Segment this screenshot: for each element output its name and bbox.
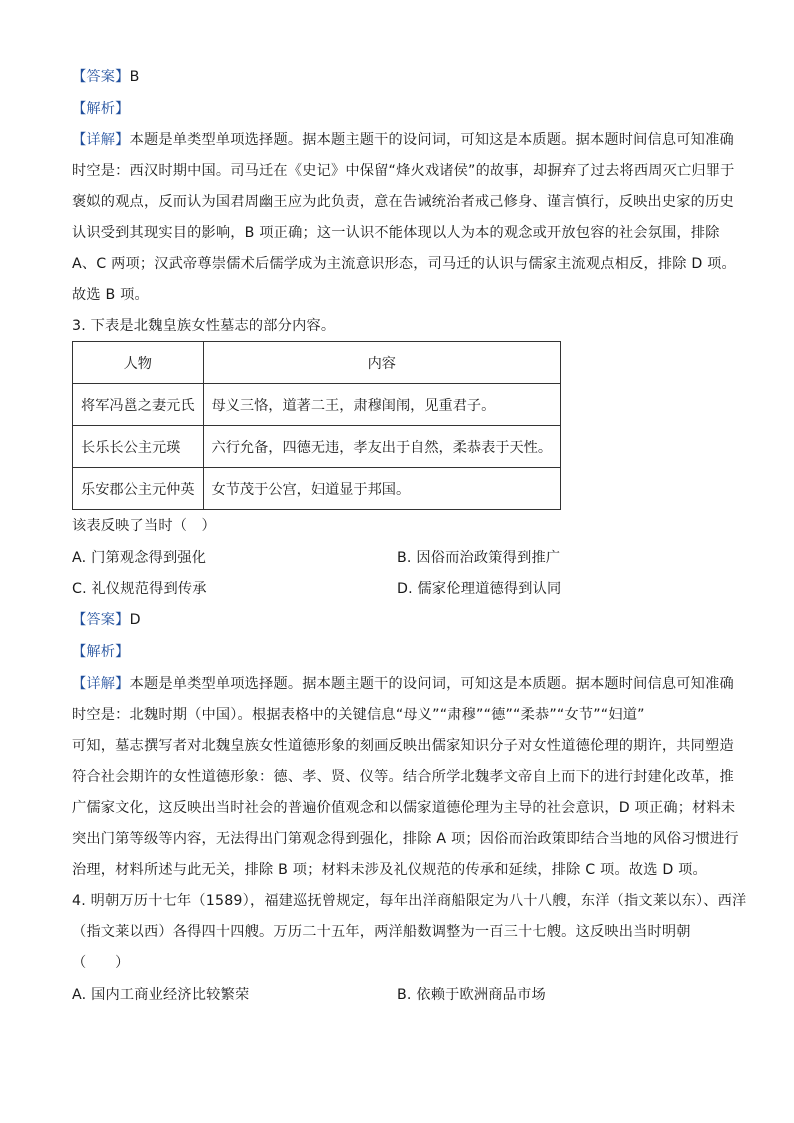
table-cell-person: 乐安郡公主元仲英	[73, 468, 204, 510]
q3-detail-line-5: 广儒家文化，这反映出当时社会的普遍价值观念和以儒家道德伦理为主导的社会意识，D 项正确；材料未	[72, 800, 736, 816]
q3-option-c: C. 礼仪规范得到传承	[72, 581, 207, 597]
q3-answer	[72, 610, 732, 630]
q4-stem-line-2: （指文莱以西）各得四十四艘。万历二十五年，两洋船数调整为一百三十七艘。这反映出当时明朝	[72, 924, 691, 940]
detail-text: 本题是单类型单项选择题。据本题主题干的设问词，可知这是本质题。据本题时间信息可知准确	[129, 676, 734, 692]
answer-value: B	[129, 69, 140, 85]
detail-label: 【详解】	[72, 676, 130, 692]
q2-detail-line-3: 褒姒的观点，反而认为国君周幽王应为此负责，意在告诫统治者戒己修身、谨言慎行，反映出史家的历史	[72, 194, 734, 210]
q2-detail-line-5: A、C 两项；汉武帝尊崇儒术后儒学成为主流意识形态，司马迁的认识与儒家主流观点相反，排除 D 项。	[72, 256, 736, 272]
analysis-label: 【解析】	[72, 644, 130, 660]
q2-detail-line-6: 故选 B 项。	[72, 287, 149, 303]
q4-option-a: A. 国内工商业经济比较繁荣	[72, 987, 250, 1003]
table-cell-content: 母义三恪，道著二王，肃穆闺闱，见重君子。	[203, 384, 561, 426]
answer-label: 【答案】	[72, 612, 130, 628]
q3-detail-line-3: 可知，墓志撰写者对北魏皇族女性道德形象的刻画反映出儒家知识分子对女性道德伦理的期许，共同塑造	[72, 738, 734, 754]
q3-detail-line-7: 治理，材料所述与此无关，排除 B 项；材料未涉及礼仪规范的传承和延续，排除 C 项。故选 D 项。	[72, 862, 707, 878]
answer-label: 【答案】	[72, 69, 130, 85]
q4-option-b: B. 依赖于欧洲商品市场	[397, 987, 546, 1003]
q2-analysis-label	[72, 99, 732, 119]
q2-detail-line-2: 时空是：西汉时期中国。司马迁在《史记》中保留“烽火戏诸侯”的故事，却摒弃了过去将西周灭亡归罪于	[72, 163, 735, 179]
table-row	[73, 426, 561, 468]
table-header-row	[73, 342, 561, 384]
table-cell-content: 六行允备，四德无违，孝友出于自然，柔恭表于天性。	[203, 426, 561, 468]
q3-detail-line-6: 突出门第等级等内容，无法得出门第观念得到强化，排除 A 项；因俗而治政策即结合当地的风俗习惯进行	[72, 831, 739, 847]
table-header-content: 内容	[203, 342, 561, 384]
q3-detail-line-2: 时空是：北魏时期（中国）。根据表格中的关键信息“母义”“肃穆”“德”“柔恭”“女节”“妇道”	[72, 707, 645, 723]
q2-detail-line-4: 认识受到其现实目的影响，B 项正确；这一认识不能体现以人为本的观念或开放包容的社会氛围，排除	[72, 225, 720, 241]
table-header-person: 人物	[73, 342, 204, 384]
q3-option-d: D. 儒家伦理道德得到认同	[397, 581, 562, 597]
q3-option-a: A. 门第观念得到强化	[72, 550, 207, 566]
q3-analysis-label	[72, 642, 732, 662]
q3-table	[72, 341, 561, 510]
table-row	[73, 384, 561, 426]
table-row	[73, 468, 561, 510]
detail-label: 【详解】	[72, 132, 130, 148]
answer-value: D	[129, 612, 141, 628]
q3-question: 该表反映了当时（ ）	[72, 518, 216, 534]
q4-stem-line-1: 4. 明朝万历十七年（1589），福建巡抚曾规定，每年出洋商船限定为八十八艘，东洋（指文莱以东）、西洋	[72, 893, 747, 909]
q3-stem: 3. 下表是北魏皇族女性墓志的部分内容。	[72, 318, 336, 334]
table-cell-person: 长乐长公主元瑛	[73, 426, 204, 468]
analysis-label: 【解析】	[72, 101, 130, 117]
q4-stem-line-3: （ ）	[72, 955, 130, 971]
q3-detail-line-4: 符合社会期许的女性道德形象：德、孝、贤、仪等。结合所学北魏孝文帝自上而下的进行封建化改革，推	[72, 769, 734, 785]
table-cell-person: 将军冯邕之妻元氏	[73, 384, 204, 426]
detail-text: 本题是单类型单项选择题。据本题主题干的设问词，可知这是本质题。据本题时间信息可知准确	[129, 132, 734, 148]
q2-detail-line-1	[72, 130, 732, 150]
q2-answer	[72, 67, 732, 87]
q3-detail-line-1	[72, 674, 732, 694]
table-cell-content: 女节茂于公宫，妇道显于邦国。	[203, 468, 561, 510]
q3-option-b: B. 因俗而治政策得到推广	[397, 550, 561, 566]
